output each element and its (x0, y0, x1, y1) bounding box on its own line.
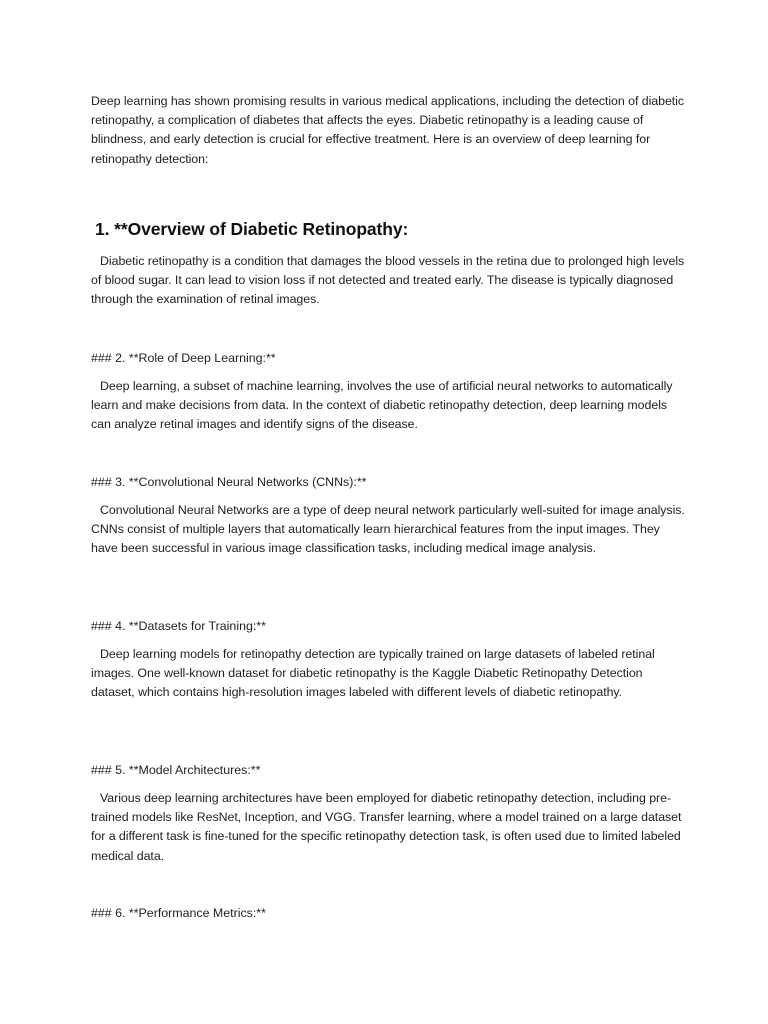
section1-heading: 1. **Overview of Diabetic Retinopathy: (95, 219, 409, 239)
section3-heading: ### 3. **Convolutional Neural Networks (CNNs):** (91, 475, 367, 489)
section6-heading: ### 6. **Performance Metrics:** (91, 906, 266, 920)
section4-body: Deep learning models for retinopathy detection are typically trained on large datasets of labeled retinal images. One well-known dataset for diabetic retinopathy is the Kaggle Diabetic Retinopathy Detection dataset, which contains high-resolution images labeled with different levels of diabetic retinopathy. (91, 647, 655, 700)
section5-body: Various deep learning architectures have been employed for diabetic retinopathy detection, including pre-trained models like ResNet, Inception, and VGG. Transfer learning, where a model trained on a large dataset for a different task is fine-tuned for the specific retinopathy detection task, is often used due to limited labeled medical data. (91, 791, 682, 863)
section5-heading: ### 5. **Model Architectures:** (91, 763, 261, 777)
section1-body: Diabetic retinopathy is a condition that damages the blood vessels in the retina due to prolonged high levels of blood sugar. It can lead to vision loss if not detected and treated early. The disease is typically diagnosed through the examination of retinal images. (91, 254, 685, 307)
section2-body: Deep learning, a subset of machine learning, involves the use of artificial neural networks to automatically learn and make decisions from data. In the context of diabetic retinopathy detection, deep learning models can analyze retinal images and identify signs of the disease. (91, 379, 673, 432)
section4-heading: ### 4. **Datasets for Training:** (91, 619, 266, 633)
section2-heading: ### 2. **Role of Deep Learning:** (91, 351, 276, 365)
intro-paragraph: Deep learning has shown promising results in various medical applications, including the detection of diabetic retinopathy, a complication of diabetes that affects the eyes. Diabetic retinopathy is a leading cause of blindness, and early detection is crucial for effective treatment. Here is an overview of deep learning for retinopathy detection: (91, 94, 685, 166)
section3-body: Convolutional Neural Networks are a type of deep neural network particularly well-suited for image analysis. CNNs consist of multiple layers that automatically learn hierarchical features from the input images. They have been successful in various image classification tasks, including medical image analysis. (91, 503, 685, 556)
